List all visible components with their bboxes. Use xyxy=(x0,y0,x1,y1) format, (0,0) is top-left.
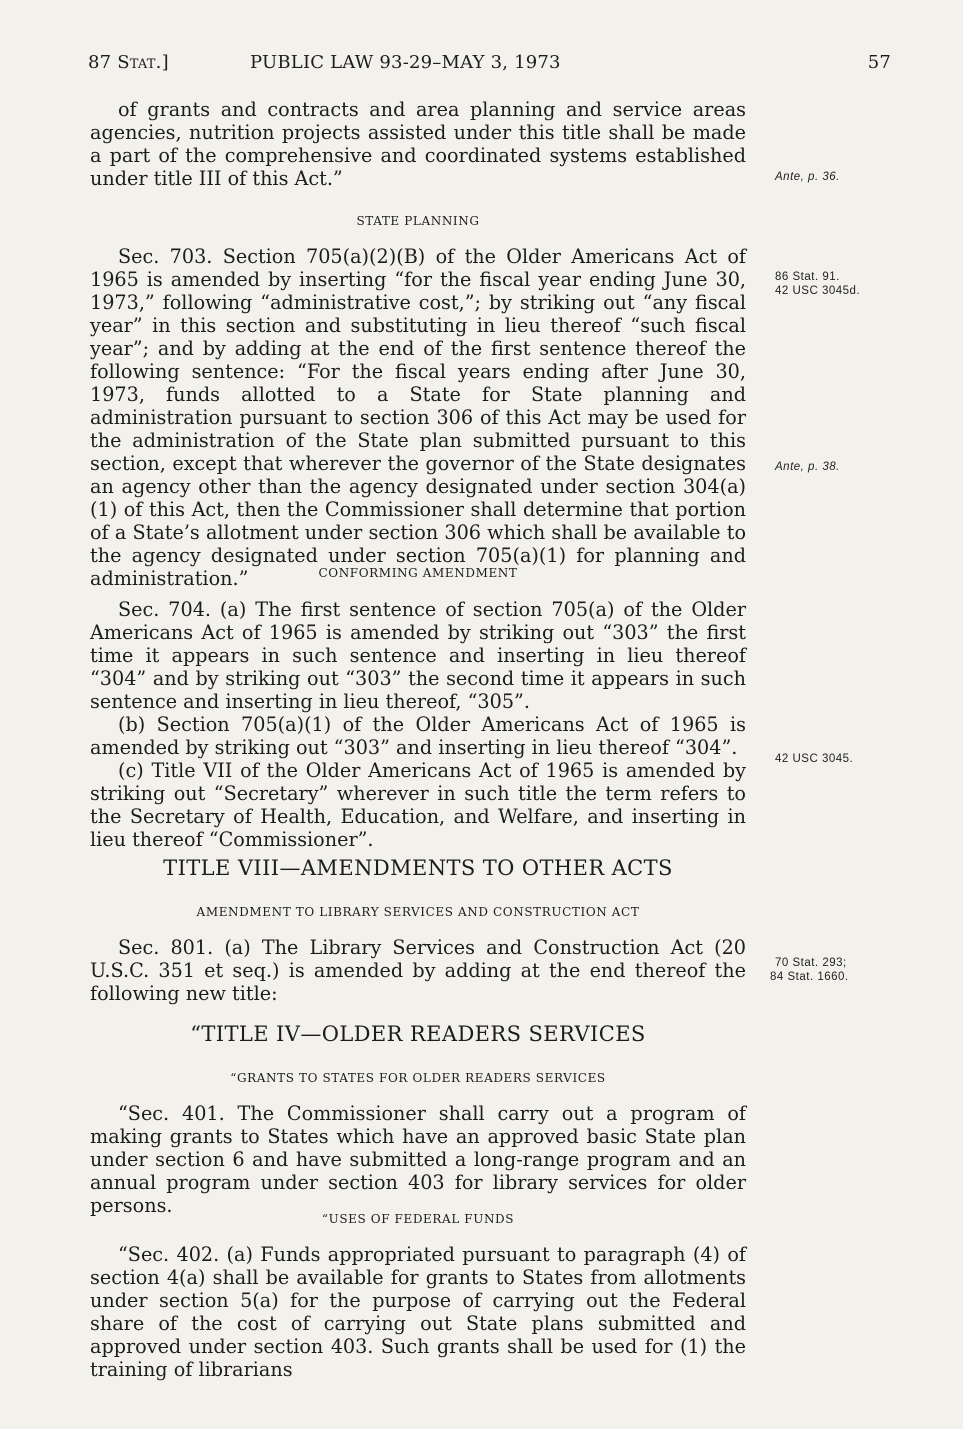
margin-note-ante-38 xyxy=(775,460,840,474)
header-title: PUBLIC LAW 93-29–MAY 3, 1973 xyxy=(250,52,561,73)
margin-note-ante-38-text: Ante, p. 38. xyxy=(775,461,840,473)
heading-grants-to-states: “GRANTS TO STATES FOR OLDER READERS SERVICES xyxy=(230,1071,606,1085)
header-stat-reference: 87 Stat.] xyxy=(88,52,169,73)
section-704b-text: (b) Section 705(a)(1) of the Older Americans Act of 1965 is amended by striking out “303” and inserting in lieu thereof “304”. xyxy=(90,713,746,759)
margin-note-ante-36-text: Ante, p. 36. xyxy=(775,171,840,183)
heading-conforming-amendment: CONFORMING AMENDMENT xyxy=(318,566,518,580)
title-viii-heading: TITLE VIII—AMENDMENTS TO OTHER ACTS xyxy=(163,856,673,880)
section-703-text: Sec. 703. Section 705(a)(2)(B) of the Older Americans Act of 1965 is amended by inserting “for the fiscal year ending June 30, 1973,” following “administrative cost,”; by striking out “any fiscal year” in this section and substituting in lieu thereof “such fiscal year”; and by adding at the end of the first sentence thereof the following sentence: “For the fiscal years ending after June 30, 1973, funds allotted to a State for State planning and administration pursuant to section 306 of this Act may be used for the administration of the State plan submitted pursuant to this section, except that wherever the governor of the State designates an agency other than the agency designated under section 304(a)(1) of this Act, then the Commissioner shall determine that portion of a State’s allotment under section 306 which shall be available to the agency designated under section 705(a)(1) for planning and administration.” xyxy=(90,245,746,590)
margin-note-ante-36 xyxy=(775,170,840,184)
section-703 xyxy=(90,245,746,590)
section-401-text: “Sec. 401. The Commissioner shall carry out a program of making grants to States which have an approved basic State plan under section 6 and have submitted a long-range program and an annual program under section 403 for library services for older persons. xyxy=(90,1102,746,1217)
intro-text: of grants and contracts and area planning and service areas agencies, nutrition projects assisted under this title shall be made a part of the comprehensive and coordinated systems established under title III of this Act.” xyxy=(90,98,746,190)
page-number: 57 xyxy=(867,52,891,73)
section-801 xyxy=(90,936,746,1005)
section-704 xyxy=(90,598,746,851)
intro-paragraph xyxy=(90,98,746,190)
heading-uses-of-federal-funds: “USES OF FEDERAL FUNDS xyxy=(321,1212,515,1226)
title-iv-heading: “TITLE IV—OLDER READERS SERVICES xyxy=(190,1022,646,1046)
heading-state-planning: STATE PLANNING xyxy=(356,214,480,228)
section-402 xyxy=(90,1243,746,1381)
margin-note-stat-293: 70 Stat. 293; xyxy=(775,957,847,969)
margin-note-usc-3045d: 42 USC 3045d. xyxy=(775,285,861,297)
margin-note-stat-1660: 84 Stat. 1660. xyxy=(770,971,849,983)
section-402-text: “Sec. 402. (a) Funds appropriated pursuant to paragraph (4) of section 4(a) shall be available for grants to States from allotments under section 5(a) for the purpose of carrying out the Federal share of the cost of carrying out State plans submitted and approved under section 403. Such grants shall be used for (1) the training of librarians xyxy=(90,1243,746,1381)
section-704c-text: (c) Title VII of the Older Americans Act of 1965 is amended by striking out “Secretary” wherever in such title the term refers to the Secretary of Health, Education, and Welfare, and inserting in lieu thereof “Commissioner”. xyxy=(90,759,746,851)
section-801-text: Sec. 801. (a) The Library Services and Construction Act (20 U.S.C. 351 et seq.) is amended by adding at the end thereof the following new title: xyxy=(90,936,746,1005)
section-401 xyxy=(90,1102,746,1217)
heading-library-amendment: AMENDMENT TO LIBRARY SERVICES AND CONSTRUCTION ACT xyxy=(196,905,640,919)
margin-note-stat-91: 86 Stat. 91. xyxy=(775,271,840,283)
section-704a-text: Sec. 704. (a) The first sentence of section 705(a) of the Older Americans Act of 1965 is amended by striking out “303” the first time it appears in such sentence and inserting in lieu thereof “304” and by striking out “303” the second time it appears in such sentence and inserting in lieu thereof, “305”. xyxy=(90,598,746,713)
margin-note-usc-3045: 42 USC 3045. xyxy=(775,753,854,765)
